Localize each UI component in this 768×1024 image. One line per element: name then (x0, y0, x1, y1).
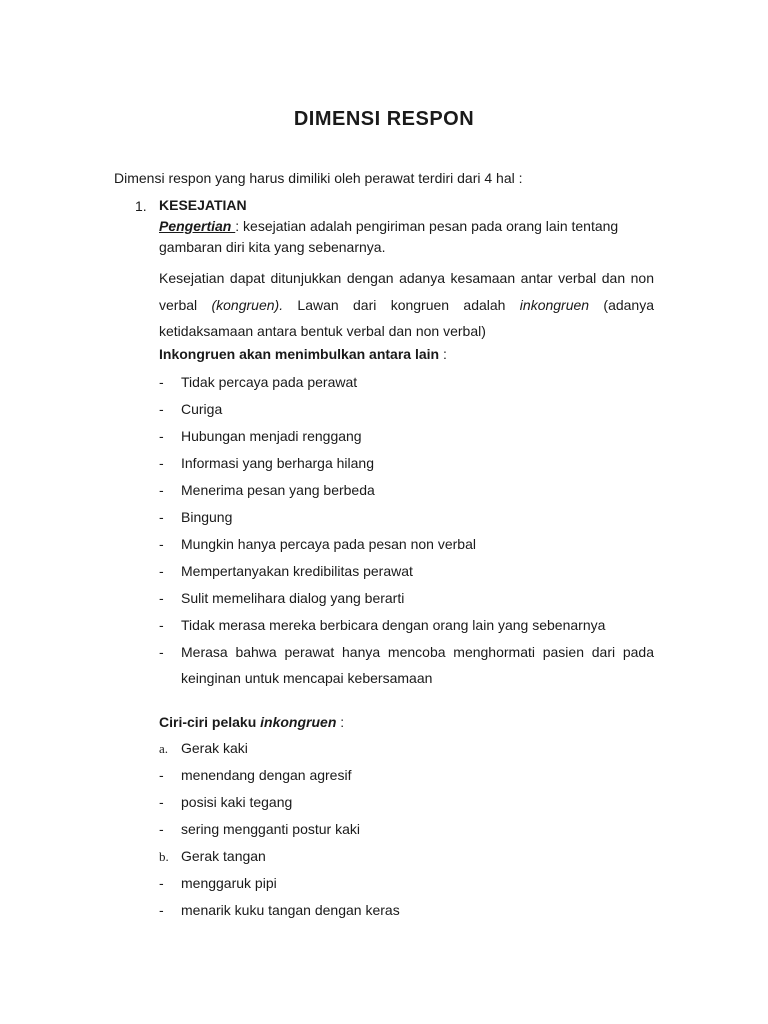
list-item-text: Tidak percaya pada perawat (181, 374, 358, 390)
list-item (159, 585, 654, 612)
list-item (159, 816, 654, 843)
list-marker: a. (159, 741, 169, 756)
paragraph-text: Kesejatian dapat ditunjukkan dengan adanya kesamaan antar verbal dan non verbal (159, 270, 654, 313)
bullet-dash: - (159, 563, 164, 579)
subheading-colon: : (439, 346, 447, 362)
bullet-dash: - (159, 617, 164, 633)
list-item-text: Curiga (181, 401, 223, 417)
list-marker: - (159, 875, 164, 891)
definition-colon: : (235, 218, 240, 234)
bullet-dash: - (159, 644, 164, 660)
list-item-text: Merasa bahwa perawat hanya mencoba menghormati pasien dari pada keinginan untuk mencapai kebersamaan (181, 644, 654, 686)
list-item-text: Mungkin hanya percaya pada pesan non verbal (181, 536, 476, 552)
list-item (159, 558, 654, 585)
definition (159, 216, 654, 258)
bullet-dash: - (159, 401, 164, 417)
list-marker: - (159, 794, 164, 810)
list-item (159, 504, 654, 531)
effects-list (159, 369, 654, 691)
list-item-text: Gerak kaki (181, 740, 248, 756)
list-item (159, 870, 654, 897)
page-title: DIMENSI RESPON (293, 108, 475, 130)
list-item-text: Mempertanyakan kredibilitas perawat (181, 563, 413, 579)
subheading-text: Ciri-ciri pelaku (159, 714, 261, 730)
list-item-text: menggaruk pipi (181, 875, 277, 891)
paragraph-italic-term: inkongruen (519, 296, 590, 313)
list-item (159, 612, 654, 639)
list-item (159, 369, 654, 396)
list-item (159, 843, 654, 870)
section-heading: KESEJATIAN (159, 197, 247, 213)
bullet-dash: - (159, 482, 164, 498)
bullet-dash: - (159, 509, 164, 525)
subheading-colon: : (336, 714, 345, 730)
bullet-dash: - (159, 374, 164, 390)
list-item-text: sering mengganti postur kaki (181, 821, 360, 837)
list-item (159, 396, 654, 423)
list-item-text: Menerima pesan yang berbeda (181, 482, 375, 498)
paragraph-text: Lawan dari kongruen adalah (283, 296, 520, 313)
traits-list (159, 735, 654, 924)
subheading-text: Inkongruen akan menimbulkan antara lain (159, 346, 440, 362)
bullet-dash: - (159, 590, 164, 606)
paragraph-italic-term: (kongruen). (211, 296, 284, 313)
bullet-dash: - (159, 428, 164, 444)
list-item-text: posisi kaki tegang (181, 794, 293, 810)
list-item-text: Tidak merasa mereka berbicara dengan orang lain yang sebenarnya (181, 617, 606, 633)
list-item (159, 450, 654, 477)
list-item-text: menarik kuku tangan dengan keras (181, 902, 400, 918)
list-item (159, 531, 654, 558)
list-item (159, 477, 654, 504)
list-item-text: Gerak tangan (181, 848, 266, 864)
subheading-italic-term: inkongruen (260, 714, 337, 730)
list-item (159, 789, 654, 816)
list-item (159, 735, 654, 762)
list-marker: - (159, 767, 164, 783)
intro-text: Dimensi respon yang harus dimiliki oleh perawat terdiri dari 4 hal : (114, 170, 523, 186)
list-item-text: Informasi yang berharga hilang (181, 455, 375, 471)
traits-subheading (159, 714, 344, 730)
list-item-text: Hubungan menjadi renggang (181, 428, 362, 444)
list-item (159, 897, 654, 924)
list-marker: - (159, 902, 164, 918)
kesejatian-paragraph (159, 265, 654, 345)
list-item-text: Sulit memelihara dialog yang berarti (181, 590, 405, 606)
list-marker: b. (159, 849, 169, 864)
list-item (159, 423, 654, 450)
definition-text: kesejatian adalah pengiriman pesan pada orang lain tentang gambaran diri kita yang sebenarnya. (159, 218, 619, 255)
paragraph-text: (adanya ketidaksamaan antara bentuk verbal dan non verbal) (159, 296, 655, 339)
list-item-text: menendang dengan agresif (181, 767, 352, 783)
list-item (159, 762, 654, 789)
effects-subheading (159, 346, 447, 362)
definition-term: Pengertian (159, 218, 236, 234)
list-item (159, 639, 654, 691)
bullet-dash: - (159, 536, 164, 552)
list-item-text: Bingung (181, 509, 233, 525)
bullet-dash: - (159, 455, 164, 471)
list-marker: - (159, 821, 164, 837)
section-number: 1. (135, 198, 147, 214)
